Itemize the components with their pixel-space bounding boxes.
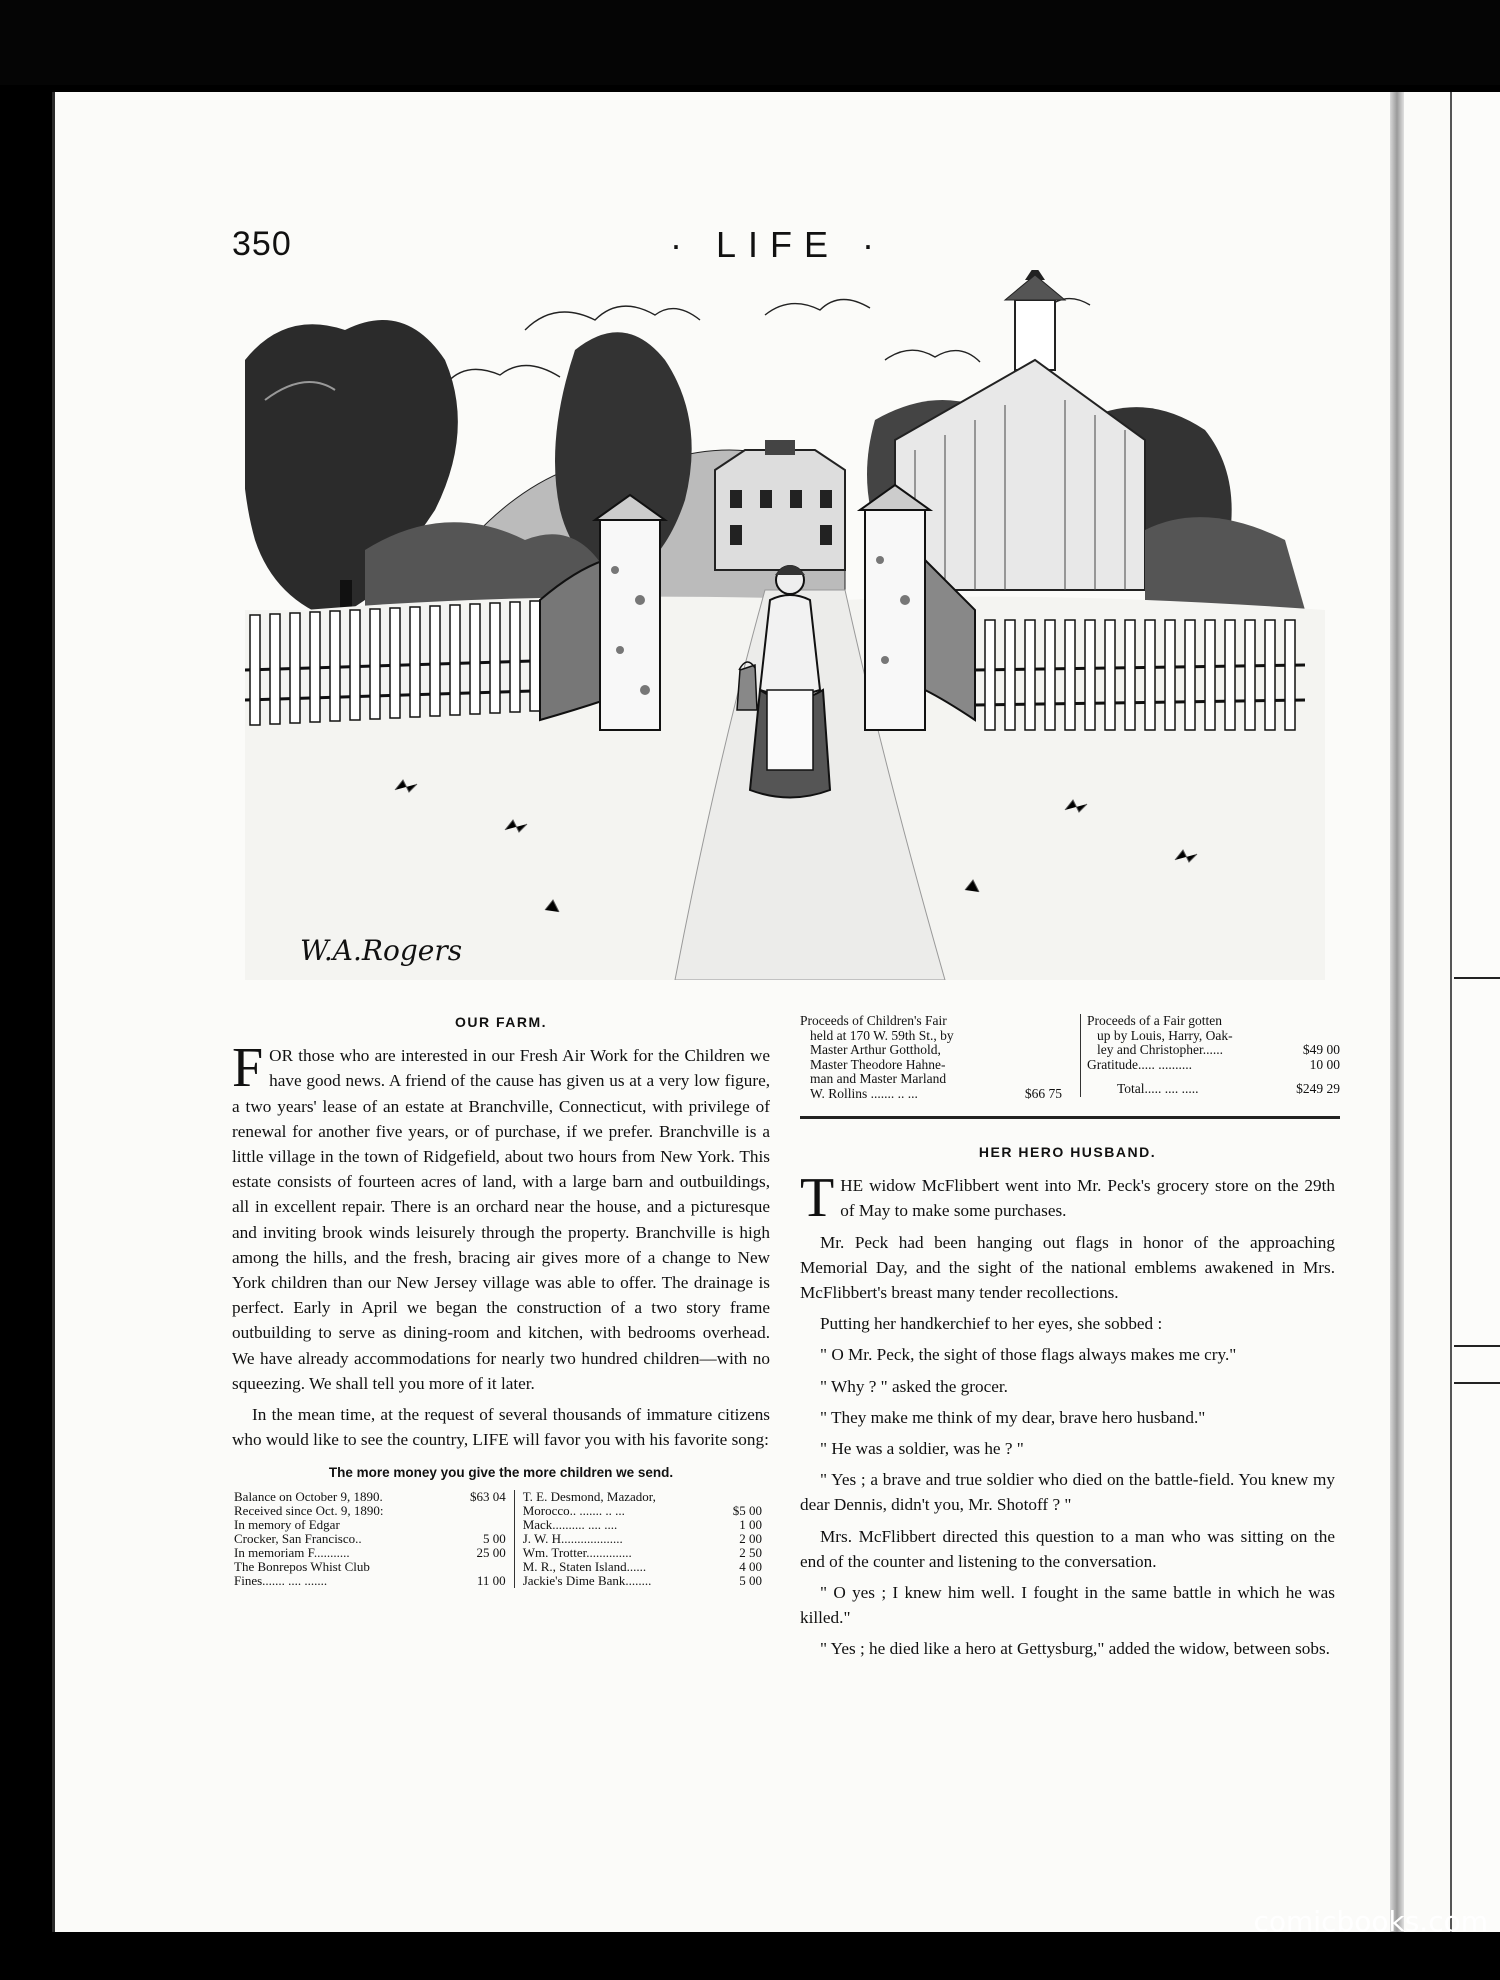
our-farm-heading: OUR FARM.	[454, 1014, 548, 1030]
ledger-right-amount: 2 50	[739, 1544, 762, 1560]
page-number: 350	[232, 225, 292, 263]
her-hero-column	[800, 1140, 1335, 1668]
ledger-row	[232, 1574, 770, 1588]
ledger-right-label: Jackie's Dime Bank........	[522, 1572, 652, 1588]
ledger-right-label: Mack.......... .... ....	[522, 1516, 618, 1532]
proceeds-left	[800, 1014, 1062, 1101]
ledger-right-label: Wm. Trotter..............	[522, 1544, 632, 1560]
ledger-right-amount: $5 00	[732, 1502, 762, 1518]
ledger-right-amount: 2 00	[739, 1530, 762, 1546]
proceeds-right-row	[1087, 1043, 1340, 1058]
proceeds-right-line: Proceeds of a Fair gotten	[1087, 1013, 1222, 1028]
ledger-left-amount	[449, 1560, 514, 1574]
fund-caption: The more money you give the more children we send.	[328, 1465, 674, 1481]
her-hero-paragraph: " Why ? " asked the grocer.	[820, 1376, 1008, 1396]
her-hero-paragraph: " They make me think of my dear, brave hero husband."	[820, 1407, 1206, 1427]
proceeds-total-amount: $249 29	[1296, 1081, 1340, 1096]
ledger-right-amount: 5 00	[739, 1572, 762, 1588]
adjacent-rule	[1454, 1382, 1500, 1384]
her-hero-paragraph-1	[800, 1167, 1335, 1230]
adjacent-rule	[1454, 977, 1500, 979]
source-watermark: comicbooks.com	[1253, 1905, 1488, 1938]
her-hero-paragraph: " He was a soldier, was he ? "	[820, 1439, 1024, 1459]
dropcap-f: F	[232, 1037, 264, 1100]
ledger-right-amount	[715, 1490, 770, 1504]
our-farm-text-1: OR those who are interested in our Fresh Air Work for the Children we have good news. A friend of the cause has given us at a very low figure, a two years' lease of an estate at Branchville, Connecticut, with privilege of renewal for another five years, or of purchase, if we prefer. Branchville is a little village in the town of Ridgefield, about two hours from New York. This estate consists of fourteen acres of land, with a large barn and outbuildings, all in excellent repair. There is an orchard near the house, and a picturesque and inviting brook winds leisurely through the property. Branchville is high among the hills, and the fresh, bracing air gives more of a change to New York children than our New Jersey village was able to offer. The drainage is perfect. Early in April we began the construction of a two story frame outbuilding to serve as dining-room and kitchen, with bedrooms overhead. We have already accommodations for nearly two hundred children—with no squeezing. We shall tell you more of it later.	[232, 1046, 770, 1393]
her-hero-heading: HER HERO HUSBAND.	[978, 1144, 1157, 1160]
ledger-row	[232, 1532, 770, 1546]
proceeds-total-label: Total..... .... .....	[1117, 1081, 1199, 1096]
ledger-left-amount: $63 04	[469, 1488, 506, 1504]
ledger-left-label: Crocker, San Francisco..	[234, 1530, 362, 1546]
ledger-left-amount	[449, 1518, 514, 1532]
adjacent-rule	[1454, 1345, 1500, 1347]
proceeds-right-amount: $49 00	[1302, 1042, 1340, 1057]
adjacent-page-sliver	[1450, 92, 1500, 1932]
proceeds-right	[1080, 1014, 1340, 1097]
ledger-left-label: In memoriam F...........	[234, 1544, 350, 1560]
ledger-left-label: Fines....... .... .......	[234, 1572, 328, 1588]
page-edge	[1390, 92, 1404, 1932]
ledger-left-label: Balance on October 9, 1890.	[234, 1488, 383, 1504]
her-hero-paragraph: Mrs. McFlibbert directed this question to a man who was sitting on the end of the counter and listening to the conversation.	[800, 1526, 1335, 1571]
ledger-left-amount: 5 00	[482, 1530, 506, 1546]
her-hero-paragraph: " Yes ; a brave and true soldier who died on the battle-field. You knew my dear Dennis, didn't you, Mr. Shotoff ? "	[800, 1470, 1335, 1515]
our-farm-paragraph-1	[232, 1037, 770, 1396]
proceeds-left-last: W. Rollins ....... .. ...	[810, 1085, 918, 1101]
ledger-left-amount: 25 00	[476, 1544, 506, 1560]
ledger-right-label: M. R., Staten Island......	[522, 1558, 647, 1574]
ledger-left-label: The Bonrepos Whist Club	[234, 1558, 370, 1574]
proceeds-left-line: held at 170 W. 59th St., by	[810, 1027, 954, 1043]
ledger-row	[232, 1518, 770, 1532]
scan-border-top	[0, 0, 1500, 85]
proceeds-left-line: Proceeds of Children's Fair	[800, 1013, 947, 1028]
her-hero-paragraph: " O yes ; I knew him well. I fought in the same battle in which he was killed."	[800, 1583, 1335, 1628]
her-hero-paragraph: Putting her handkerchief to her eyes, she sobbed :	[820, 1314, 1163, 1334]
proceeds-right-label: ley and Christopher......	[1097, 1042, 1223, 1057]
proceeds-right-row	[1087, 1058, 1340, 1073]
her-hero-paragraph: " O Mr. Peck, the sight of those flags always makes me cry."	[820, 1345, 1237, 1365]
ledger-row	[232, 1490, 770, 1504]
proceeds-left-line: man and Master Marland	[810, 1071, 947, 1086]
section-divider	[800, 1116, 1340, 1119]
our-farm-column	[232, 1010, 770, 1588]
proceeds-left-line: Master Theodore Hahne-	[810, 1056, 946, 1072]
ledger-left-amount	[449, 1504, 514, 1518]
ledger-right-label: Morocco.. ....... .. ...	[522, 1502, 625, 1518]
proceeds-left-amount: $66 75	[1024, 1085, 1062, 1101]
ledger-right-amount: 1 00	[739, 1516, 762, 1532]
ledger-right-label: T. E. Desmond, Mazador,	[522, 1488, 656, 1504]
ledger-row	[232, 1504, 770, 1518]
her-hero-paragraph: Mr. Peck had been hanging out flags in honor of the approaching Memorial Day, and the sight of the national emblems awakened in Mrs. McFlibbert's breast many tender recollections.	[800, 1232, 1335, 1303]
proceeds-right-amount: 10 00	[1309, 1056, 1340, 1072]
ledger-left-label: In memory of Edgar	[234, 1516, 340, 1532]
our-farm-paragraph-2: In the mean time, at the request of several thousands of immature citizens who would like to see the country, LIFE will favor you with his favorite song:	[232, 1405, 770, 1450]
proceeds-right-line: up by Louis, Harry, Oak-	[1097, 1027, 1233, 1043]
farm-illustration	[245, 270, 1325, 980]
masthead: · LIFE ·	[670, 224, 887, 265]
artist-signature: W.A.Rogers	[300, 934, 463, 967]
proceeds-left-total-row	[800, 1087, 1062, 1102]
dropcap-t: T	[800, 1167, 835, 1230]
her-hero-paragraph: " Yes ; he died like a hero at Gettysburg," added the widow, between sobs.	[820, 1639, 1330, 1659]
ledger-right-amount: 4 00	[739, 1558, 762, 1574]
proceeds-left-line: Master Arthur Gotthold,	[810, 1042, 941, 1057]
her-hero-text-1: HE widow McFlibbert went into Mr. Peck's grocery store on the 29th of May to make some purchases.	[840, 1176, 1335, 1221]
ledger-left-label: Received since Oct. 9, 1890:	[234, 1502, 384, 1518]
ledger-left-amount: 11 00	[476, 1572, 506, 1588]
donation-ledger	[232, 1490, 770, 1588]
ledger-row	[232, 1546, 770, 1560]
proceeds-total-row	[1087, 1082, 1340, 1097]
proceeds-right-label: Gratitude..... ..........	[1087, 1056, 1192, 1072]
ledger-right-label: J. W. H...................	[522, 1530, 623, 1546]
ledger-row	[232, 1560, 770, 1574]
